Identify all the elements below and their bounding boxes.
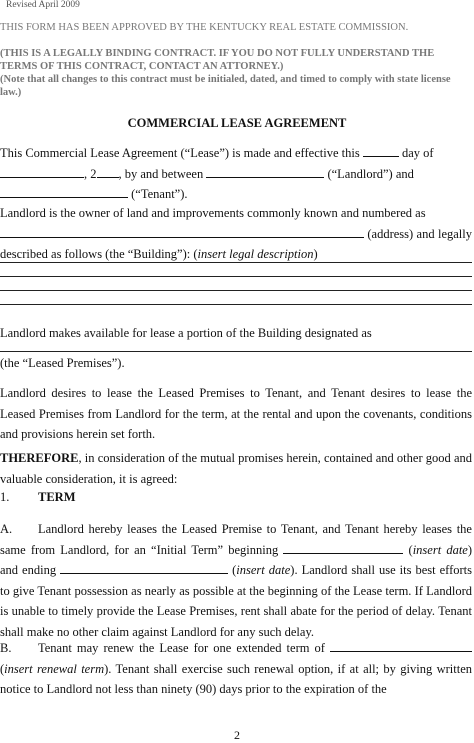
binding-contract-warning: (THIS IS A LEGALLY BINDING CONTRACT. IF YOU DO NOT FULLY UNDERSTAND THE TERMS OF THIS CONTRACT, CONTACT AN ATTORNEY.) (0, 48, 435, 72)
legal-description-line[interactable] (0, 262, 472, 263)
renewal-term-blank[interactable] (330, 639, 472, 652)
building-text: Landlord is the owner of land and improvements commonly known and numbered as (0, 206, 426, 220)
clause-a-text-italic: insert date (236, 563, 291, 577)
premises-designation-line[interactable] (0, 351, 472, 352)
intro-text: (“Landlord”) and (327, 166, 414, 181)
tenant-name-blank[interactable] (0, 185, 128, 198)
page-number: 2 (234, 728, 240, 742)
clause-a-text: ( (408, 542, 413, 557)
clause-a-text: ) and ending (0, 542, 473, 577)
premises-paragraph-end (0, 353, 472, 374)
intro-text: (“Tenant”). (131, 187, 188, 201)
section-title: TERM (38, 490, 76, 504)
intro-text: This Commercial Lease Agreement (“Lease”) is made and effective this (0, 146, 360, 160)
clause-b-text: ( (0, 661, 5, 676)
therefore-text: , in consideration of the mutual promises herein, contained and other good and valuable consideration, it is agreed: (0, 451, 472, 486)
desire-paragraph: Landlord desires to lease the Leased Premises to Tenant, and Tenant desires to lease the Leased Premises from Landlord for the term, at the rental and upon the covenants, conditions and provisions herein set forth. (0, 386, 472, 441)
building-text: (address) and legally described as follows (the “Building”): ( (0, 226, 472, 261)
intro-paragraph (0, 143, 472, 205)
clause-a-text: ( (232, 563, 237, 577)
section-heading (0, 490, 76, 505)
clause-label: A. (0, 522, 13, 536)
clause-a-text: ). Landlord shall use its best efforts to give Tenant possession as nearly as possible at the beginning of the Lease term. If Landlord is unable to timely provide the Lease Premises, rent shall abate for the period of delay. Tenant shall make no other claim against Landlord for any such delay. (0, 563, 473, 639)
clause-a-paragraph (0, 519, 472, 642)
section-number: 1. (0, 490, 10, 504)
building-text: ) (313, 247, 318, 261)
approval-notice: THIS FORM HAS BEEN APPROVED BY THE KENTUCKY REAL ESTATE COMMISSION. (0, 22, 409, 33)
clause-b-paragraph (0, 638, 472, 700)
premises-paragraph (0, 323, 472, 344)
legal-description-line[interactable] (0, 276, 472, 277)
address-blank[interactable] (0, 225, 364, 238)
therefore-paragraph (0, 448, 472, 489)
clause-a-text-italic: insert date (412, 542, 468, 557)
clause-b-text-italic: insert renewal term (4, 661, 105, 676)
premises-text: (the “Leased Premises”). (0, 356, 125, 370)
legal-description-line[interactable] (0, 304, 472, 305)
year-blank[interactable] (97, 165, 119, 178)
clause-label: B. (0, 641, 12, 655)
clause-b-text: Tenant may renew the Lease for one extended term of (38, 641, 325, 655)
document-title: COMMERCIAL LEASE AGREEMENT (127, 116, 347, 130)
legal-description-line[interactable] (0, 290, 472, 291)
day-blank[interactable] (363, 144, 399, 157)
start-date-blank[interactable] (283, 541, 403, 554)
month-blank[interactable] (0, 165, 84, 178)
building-text-italic: insert legal description (197, 247, 314, 261)
clause-a-text: Landlord hereby leases the Leased Premise to Tenant, and Tenant hereby leases the same from Landlord, for an “Initial Term” beginning (0, 522, 472, 557)
clause-b-text: ). Tenant shall exercise such renewal option, if at all; by giving written notice to Landlord not less than ninety (90) days prior to the expiration of the (0, 661, 472, 696)
intro-text: , 2 (84, 166, 97, 181)
building-paragraph (0, 203, 472, 265)
premises-text: Landlord makes available for lease a portion of the Building designated as (0, 326, 372, 340)
landlord-name-blank[interactable] (206, 165, 324, 178)
license-law-note: (Note that all changes to this contract must be initialed, dated, and timed to comply with state license law.) (0, 74, 451, 98)
revised-date: Revised April 2009 (6, 0, 80, 10)
intro-text: , by and between (118, 166, 204, 181)
intro-text: day of (401, 146, 434, 160)
end-date-blank[interactable] (60, 561, 228, 574)
therefore-keyword: THEREFORE (0, 451, 79, 465)
